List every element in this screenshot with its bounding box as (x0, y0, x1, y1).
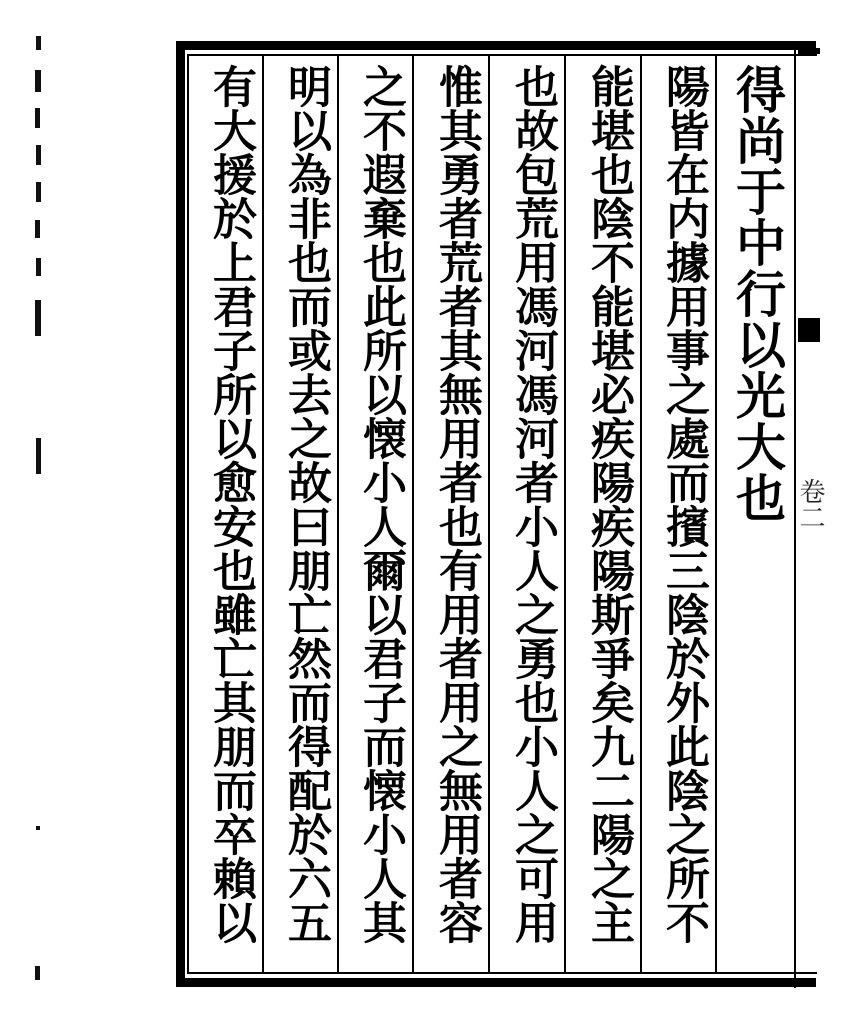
column-text: 明以為非也而或去之故曰朋亡然而得配於六五 (280, 64, 331, 944)
column-text: 能堪也陰不能堪必疾陽疾陽斯爭矣九二陽之主 (583, 64, 634, 944)
column-text: 惟其勇者荒者其無用者也有用者用之無用者容 (431, 64, 482, 944)
column-text: 陽皆在内據用事之處而擯三陰於外此陰之所不 (658, 64, 709, 944)
text-column-6 (339, 56, 414, 972)
text-column-2 (642, 56, 717, 972)
neighbour-page-edge (790, 48, 825, 988)
text-column-4 (490, 56, 566, 972)
text-column-3 (566, 56, 642, 972)
text-column-8 (189, 56, 264, 972)
column-text: 得尚于中行以光大也 (728, 64, 787, 523)
text-column-1 (717, 56, 790, 972)
neighbour-page-mark (798, 48, 820, 54)
margin-fragment: 卷二 (795, 478, 825, 530)
column-text: 有大援於上君子所以愈安也雖亡其朋而卒賴以 (205, 64, 256, 944)
column-text: 也故包荒用馮河馮河者小人之勇也小人之可用 (507, 64, 558, 944)
neighbour-page-mark (798, 318, 820, 342)
text-column-5 (414, 56, 490, 972)
column-text: 之不遐棄也此所以懐小人爾以君子而懐小人其 (355, 64, 406, 944)
text-column-7 (264, 56, 339, 972)
